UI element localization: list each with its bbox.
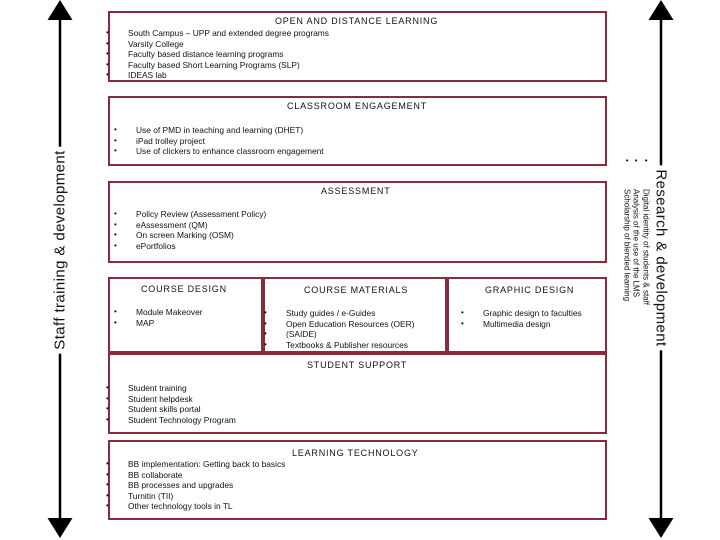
list-item: • Other technology tools in TL [128, 501, 285, 512]
list-item: • Turnitin (TII) [128, 491, 285, 502]
list-item: • Study guides / e-Guides [286, 308, 414, 319]
list-item: • Student helpdesk [128, 394, 236, 405]
list-item: • Multimedia design [483, 319, 582, 330]
research-list [622, 181, 651, 331]
list-item: • Graphic design to faculties [483, 308, 582, 319]
course-design-title: COURSE DESIGN [141, 284, 227, 294]
graphic-design-title: GRAPHIC DESIGN [485, 285, 575, 295]
list-item: • Digital identity of students & staff [641, 181, 651, 331]
list-item: • Module Makeover [136, 307, 203, 318]
list-item: • BB implementation: Getting back to basics [128, 459, 285, 470]
assessment-list [136, 209, 266, 251]
list-item: • iPad trolley project [136, 136, 324, 147]
student-support-title: STUDENT SUPPORT [307, 360, 408, 370]
list-item: • Use of PMD in teaching and learning (DHET) [136, 125, 324, 136]
left-axis-label: Staff training & development [52, 146, 69, 353]
list-item: • eAssessment (QM) [136, 220, 266, 231]
list-item: • On screen Marking (OSM) [136, 230, 266, 241]
list-item: • BB collaborate [128, 470, 285, 481]
student-support-list [128, 383, 236, 425]
list-item: • Open Education Resources (OER) [286, 319, 414, 330]
list-item: • BB processes and upgrades [128, 480, 285, 491]
open-distance-list [128, 28, 329, 81]
list-item: • Student Technology Program [128, 415, 236, 426]
course-design-list [136, 307, 203, 328]
list-item: • Textbooks & Publisher resources [286, 340, 414, 351]
list-item: • IDEAS lab [128, 70, 329, 81]
list-item: • Scholarship of blended learning [622, 181, 632, 331]
list-item: • Faculty based distance learning programs [128, 49, 329, 60]
classroom-title: CLASSROOM ENGAGEMENT [287, 101, 428, 111]
classroom-list [136, 125, 324, 157]
right-axis-label: Research & development [653, 165, 670, 350]
open-distance-title: OPEN AND DISTANCE LEARNING [275, 16, 439, 26]
graphic-design-list [483, 308, 582, 329]
assessment-title: ASSESSMENT [321, 186, 391, 196]
learning-technology-list [128, 459, 285, 512]
list-item: • Policy Review (Assessment Policy) [136, 209, 266, 220]
list-item: • (SAIDE) [286, 329, 414, 340]
list-item: • MAP [136, 318, 203, 329]
list-item: • Faculty based Short Learning Programs (SLP) [128, 60, 329, 71]
list-item: • Use of clickers to enhance classroom engagement [136, 146, 324, 157]
learning-technology-title: LEARNING TECHNOLOGY [292, 448, 419, 458]
list-item: • ePortfolios [136, 241, 266, 252]
course-materials-list [286, 308, 414, 350]
course-materials-title: COURSE MATERIALS [304, 285, 409, 295]
list-item: • South Campus – UPP and extended degree programs [128, 28, 329, 39]
list-item: • Analysis of the use of the LMS [631, 181, 641, 331]
list-item: • Student training [128, 383, 236, 394]
list-item: • Student skills portal [128, 404, 236, 415]
list-item: • Varsity College [128, 39, 329, 50]
